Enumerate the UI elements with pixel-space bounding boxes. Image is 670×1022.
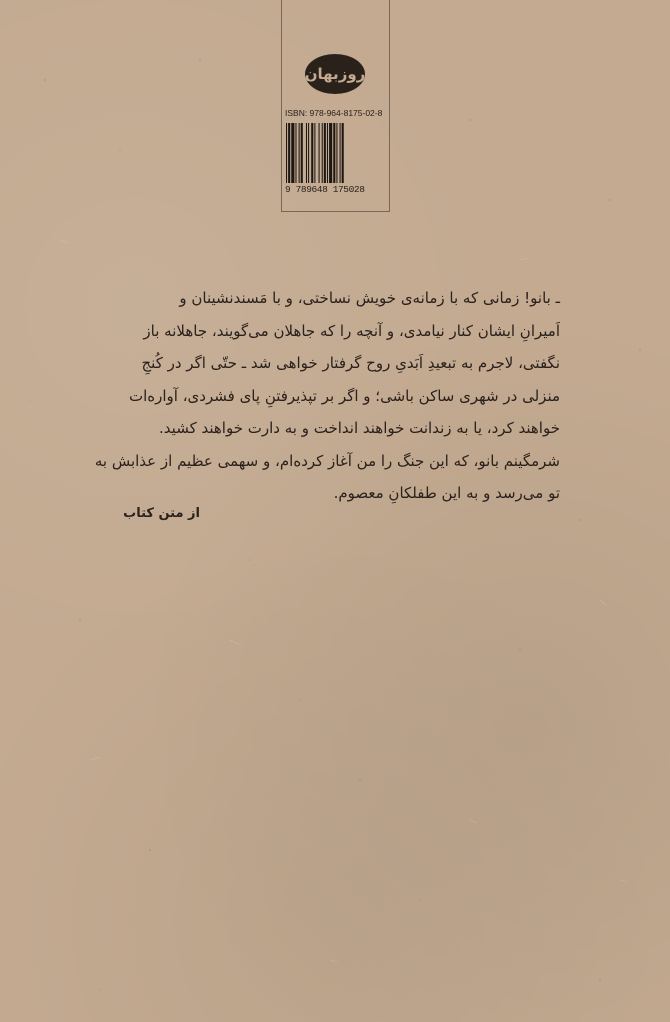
barcode-bar (288, 123, 290, 183)
quote-line: خواهند کرد، یا به زندانت خواهند انداخت و به دارت خواهند کشید. (159, 419, 560, 437)
back-cover-quote (94, 282, 560, 510)
quote-line: ـ بانو! زمانی که با زمانه‌ی خویش نساختی، و با مَسندنشینان و (179, 289, 560, 307)
isbn-label: ISBN: 978-964-8175-02-8 (285, 108, 383, 118)
barcode-bar (333, 123, 335, 183)
barcode-bar (299, 123, 300, 183)
barcode-bar (308, 123, 309, 183)
barcode-bar (306, 123, 307, 183)
quote-line: تو می‌رسد و به این طفلکانِ معصوم. (333, 484, 560, 502)
quote-source: از متن کتاب (123, 506, 200, 521)
barcode-bar (336, 123, 337, 183)
barcode-bar (342, 123, 344, 183)
barcode-bar (286, 123, 287, 183)
barcode-bars (286, 123, 386, 183)
quote-line: منزلی در شهری ساکن باشی؛ و اگر بر تپذیرفتنِ پای فشردی، آواره‌ات (128, 386, 560, 405)
quote-line: نگفتی، لاجرم به تبعیدِ اَبَدیِ روح گرفتار خواهی شد ـ حتّی اگر در کُنجِ (141, 354, 560, 372)
publisher-logo (305, 54, 365, 94)
barcode-bar (291, 123, 294, 183)
barcode-bar (327, 123, 328, 183)
barcode-bar (314, 123, 315, 183)
barcode-bar (319, 123, 320, 183)
barcode-bar (295, 123, 296, 183)
barcode-bar (324, 123, 326, 183)
barcode-bar (329, 123, 332, 183)
barcode-bar (311, 123, 313, 183)
barcode-bar (301, 123, 303, 183)
barcode-bar (322, 123, 323, 183)
quote-line: اَمیرانِ ایشان کنار نیامدی، و آنچه را که جاهلان می‌گویند، جاهلانه باز (143, 321, 560, 340)
quote-line: شرمگینم بانو، که این جنگ را من آغاز کرده‌ام، و سهمی عظیم از عذابش به (94, 451, 560, 470)
publisher-logo-text: روزبهان (304, 65, 366, 83)
barcode-digits: 9 789648 175028 (285, 184, 365, 195)
barcode-bar (340, 123, 341, 183)
